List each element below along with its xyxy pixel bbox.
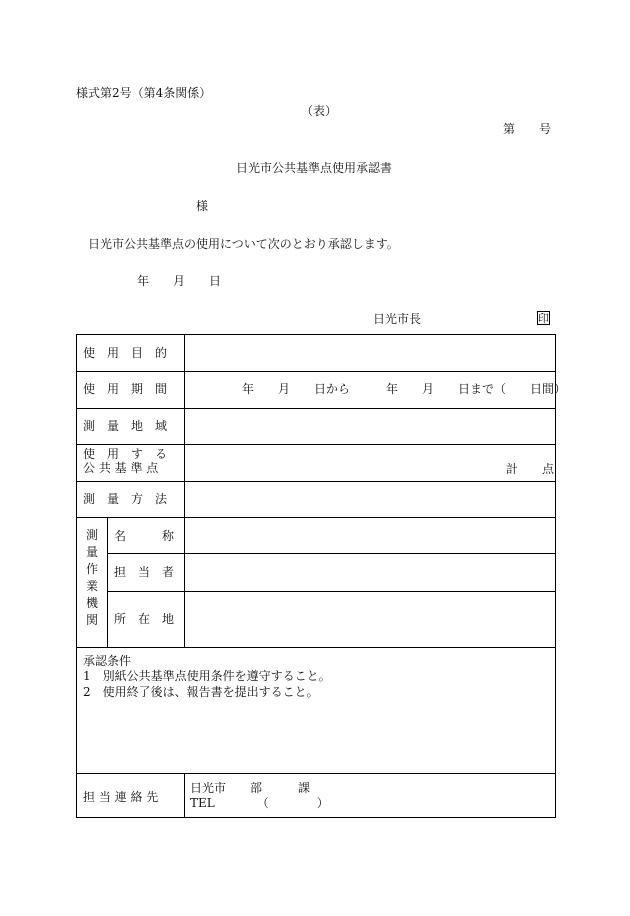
row-divider [77,371,555,372]
period-label: 使 用 期 間 [83,382,168,396]
contact-department: 日光市 部 課 [190,781,311,795]
row-divider [107,553,555,554]
area-label: 測 量 地 域 [83,419,168,433]
conditions-title: 承認条件 [83,654,132,668]
seal-mark: 印 [538,312,549,325]
approval-form-table [76,334,567,818]
contractor-char: 量 [85,545,98,559]
contractor-char: 関 [85,613,98,627]
form-number: 様式第2号（第4条関係） [76,86,212,100]
row-divider [77,647,555,648]
contractor-label [84,527,100,629]
purpose-label: 使 用 目 的 [83,346,168,360]
column-divider [184,335,185,647]
page-title: 日光市公共基準点使用承認書 [236,161,393,175]
row-divider [77,517,555,518]
contact-label: 担 当 連 絡 先 [83,790,159,804]
row-divider [77,444,555,445]
row-divider [107,591,555,592]
approval-statement: 日光市公共基準点の使用について次のとおり承認します。 [88,237,399,251]
contractor-char: 機 [85,596,98,610]
contractor-name-label: 名 称 [114,529,175,543]
contractor-char: 測 [85,528,98,542]
date-line: 年 月 日 [137,274,222,288]
row-divider [77,773,555,774]
contact-phone: TEL （ ） [190,796,329,810]
period-value: 年 月 日から 年 月 日まで（ 日間） [242,382,567,396]
condition-item-1: 1 別紙公共基準点使用条件を遵守すること。 [83,669,331,683]
row-divider [77,481,555,482]
column-divider [184,773,185,818]
contractor-char: 作 [85,562,98,576]
condition-item-2: 2 使用終了後は、報告書を提出すること。 [83,685,319,699]
points-label-line1: 使 用 す る [83,447,168,461]
row-divider [77,408,555,409]
addressee: 様 [196,199,209,213]
column-divider [107,517,108,647]
document-number: 第 号 [503,122,552,136]
issuer: 日光市長 [373,312,422,326]
front-label: （表） [301,104,338,118]
points-label-line2: 公 共 基 準 点 [83,461,159,475]
method-label: 測 量 方 法 [83,492,168,506]
contractor-person-label: 担 当 者 [114,565,175,579]
contractor-location-label: 所 在 地 [114,612,175,626]
contractor-char: 業 [85,579,98,593]
points-count-value: 計 点 [506,462,555,476]
